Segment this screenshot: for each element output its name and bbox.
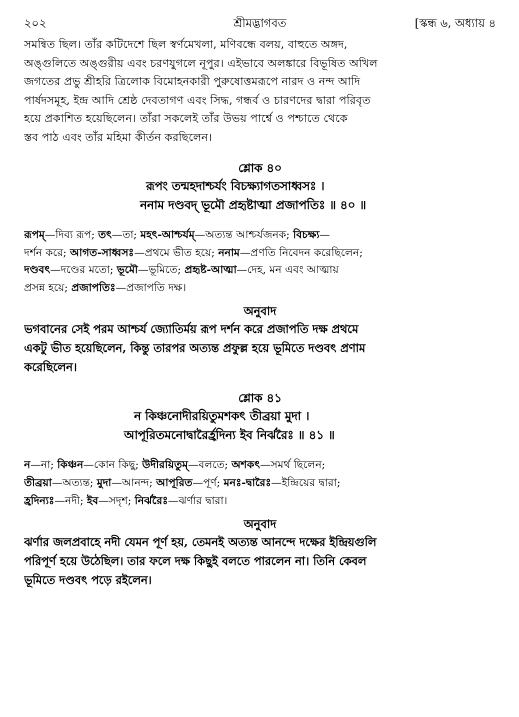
word-meaning: —বলতে; (187, 459, 232, 472)
word-meaning: —ঝর্ণার দ্বারা। (167, 494, 228, 507)
synonym-line (24, 262, 496, 280)
verse-40-line-1: রূপং তন্মহদাশ্চর্যং বিচক্ষ্যাগতসাধ্বসঃ । (146, 179, 325, 193)
synonym-line (24, 280, 496, 298)
translation-line: একটু ভীত হয়েছিলেন, কিন্তু তারপর অত্যন্ত প্রফুল্ল হয়ে ভূমিতে দণ্ডবৎ প্রণাম (24, 341, 366, 356)
word-meaning: —ভূমিতে; (137, 264, 185, 277)
synonym-line (24, 493, 496, 511)
sanskrit-word: মহৎ-আশ্চর্যম্ (140, 229, 195, 241)
intro-line: জগতের প্রভু শ্রীহরি ত্রিলোক বিমোহনকারী পুরুষোত্তমরূপে নারদ ও নন্দ আদি (24, 75, 361, 88)
word-meaning: —পূর্ণ; (192, 476, 224, 489)
word-meaning: —ইন্দ্রিয়ের দ্বারা; (271, 476, 341, 489)
sanskrit-word: ন (24, 459, 31, 472)
translation-line: ভগবানের সেই পরম আশ্চর্য জ্যোতির্ময় রূপ দর্শন করে প্রজাপতি দক্ষ প্রথমে (24, 322, 359, 337)
verse-41-translation (24, 533, 496, 590)
intro-line: অঙ্গুলিতে অঙ্গুরীয় এবং চরণযুগলে নূপুর। এইভাবে অলঙ্কারে বিভূষিত অখিল (24, 56, 378, 70)
synonym-line (24, 245, 496, 263)
sanskrit-word: প্রজাপতিঃ (71, 281, 116, 294)
sanskrit-word: ননাম (218, 246, 240, 259)
intro-line: হয়ে প্রকাশিত হয়েছিলেন। তাঁরা সকলেই তাঁর উভয় পার্শ্বে ও পশ্চাতে থেকে (24, 112, 348, 125)
word-meaning: —দিব্য রূপ; (44, 229, 99, 241)
book-title: শ্রীমদ্ভাগবত (233, 16, 287, 30)
word-meaning: —সমর্থ ছিলেন; (260, 459, 326, 472)
translation-line: পরিপূর্ণ হয়ে উঠেছিল। তার ফলে দক্ষ কিছুই বলতে পারলেন না। তিনি কেবল (24, 554, 367, 569)
intro-line: পার্ষদসমূহ, ইন্দ্র আদি শ্রেষ্ঠ দেবতাগণ এবং সিদ্ধ, গন্ধর্ব ও চারণদের দ্বারা পরিবৃত (24, 93, 371, 107)
intro-line: সমন্বিত ছিল। তাঁর কটিদেশে ছিল স্বর্ণমেখলা, মণিবন্ধে বলয়, বাহুতে অঙ্গদ, (24, 38, 348, 51)
sanskrit-word: দণ্ডবৎ (24, 264, 51, 277)
word-meaning: —সদৃশ; (98, 494, 135, 507)
verse-41-line-1: ন কিঞ্চনোদীরয়িতুমশকৎ তীব্রয়া মুদা । (134, 409, 310, 424)
word-meaning: —অত্যন্ত; (51, 476, 97, 489)
verse-40-line-2: ননাম দণ্ডবদ্ ভূমৌ প্রহৃষ্টাত্মা প্রজাপতিঃ ॥ ৪০ ॥ (140, 198, 367, 212)
sanskrit-word: তৎ (98, 229, 112, 241)
word-meaning: — (319, 229, 331, 241)
word-meaning: —তা; (111, 229, 141, 241)
intro-paragraph (24, 36, 496, 147)
sanskrit-word: মুদা (96, 476, 112, 489)
sanskrit-word: হ্রদিন্যঃ (24, 494, 55, 507)
word-meaning: প্রসন্ন হয়ে; (24, 281, 72, 294)
intro-line: স্তব পাঠ এবং তাঁর মহিমা কীর্তন করছিলেন। (24, 130, 213, 144)
synonym-line (24, 457, 496, 475)
sanskrit-word: কিঞ্চন (57, 459, 84, 472)
sanskrit-word: রূপম্ (24, 229, 45, 241)
synonym-line (24, 475, 496, 493)
word-meaning: —নদী; (54, 494, 87, 507)
verse-40-translation (24, 320, 496, 377)
word-meaning: দর্শন করে; (24, 246, 70, 259)
verse-40-translation-heading: অনুবাদ (243, 304, 277, 319)
verse-41-synonyms (24, 457, 496, 510)
sanskrit-word: ভূমৌ (116, 264, 138, 277)
verse-41-translation-heading: অনুবাদ (243, 517, 277, 532)
sanskrit-word: আগত-সাধ্বসঃ (69, 246, 135, 259)
word-meaning: —প্রথমে ভীত হয়ে; (134, 246, 219, 259)
sanskrit-word: ইব (86, 494, 99, 507)
verse-40-synonyms (24, 227, 496, 297)
page-number: ২০২ (24, 16, 47, 30)
verse-41-line-2: আপূরিতমনোদ্বারৈর্হ্রদিন্য ইব নির্ঝরৈঃ ॥ ৪১ ॥ (124, 428, 335, 443)
synonym-line (24, 227, 496, 245)
translation-line: ঝর্ণার জলপ্রবাহে নদী যেমন পূর্ণ হয়, তেমনই অত্যন্ত আনন্দে দক্ষের ইন্দ্রিয়গুলি (24, 535, 377, 550)
sanskrit-word: অশকৎ (231, 459, 261, 472)
translation-line: করেছিলেন। (24, 360, 77, 375)
sanskrit-word: আপূরিত (156, 476, 193, 489)
chapter-reference: [স্কন্ধ ৬, অধ্যায় ৪ (414, 16, 496, 30)
book-page (24, 12, 496, 707)
sanskrit-word: তীব্রয়া (24, 476, 52, 489)
word-meaning: —অত্যন্ত আশ্চর্যজনক; (194, 229, 294, 241)
sanskrit-word: প্রহৃষ্ট-আত্মা (184, 264, 237, 277)
verse-40-heading: শ্লোক ৪০ (238, 161, 282, 175)
word-meaning: —প্রজাপতি দক্ষ। (115, 281, 187, 294)
verse-41-heading: শ্লোক ৪১ (238, 391, 282, 406)
word-meaning: —দেহ, মন এবং আত্মায় (236, 264, 339, 277)
word-meaning: —দণ্ডের মতো; (50, 264, 117, 277)
word-meaning: —না; (30, 459, 58, 472)
word-meaning: —প্রণতি নিবেদন করেছিলেন; (239, 246, 363, 259)
word-meaning: —আনন্দ; (111, 476, 157, 489)
word-meaning: —কোন কিছু; (83, 459, 143, 472)
page-header (24, 12, 496, 34)
sanskrit-word: উদীরয়িতুম্ (142, 459, 188, 472)
sanskrit-word: বিচক্ষ্য (293, 229, 320, 241)
sanskrit-word: নির্ঝরৈঃ (134, 494, 168, 507)
translation-line: ভূমিতে দণ্ডবৎ পড়ে রইলেন। (24, 573, 152, 588)
sanskrit-word: মনঃ-দ্বারৈঃ (223, 476, 272, 489)
